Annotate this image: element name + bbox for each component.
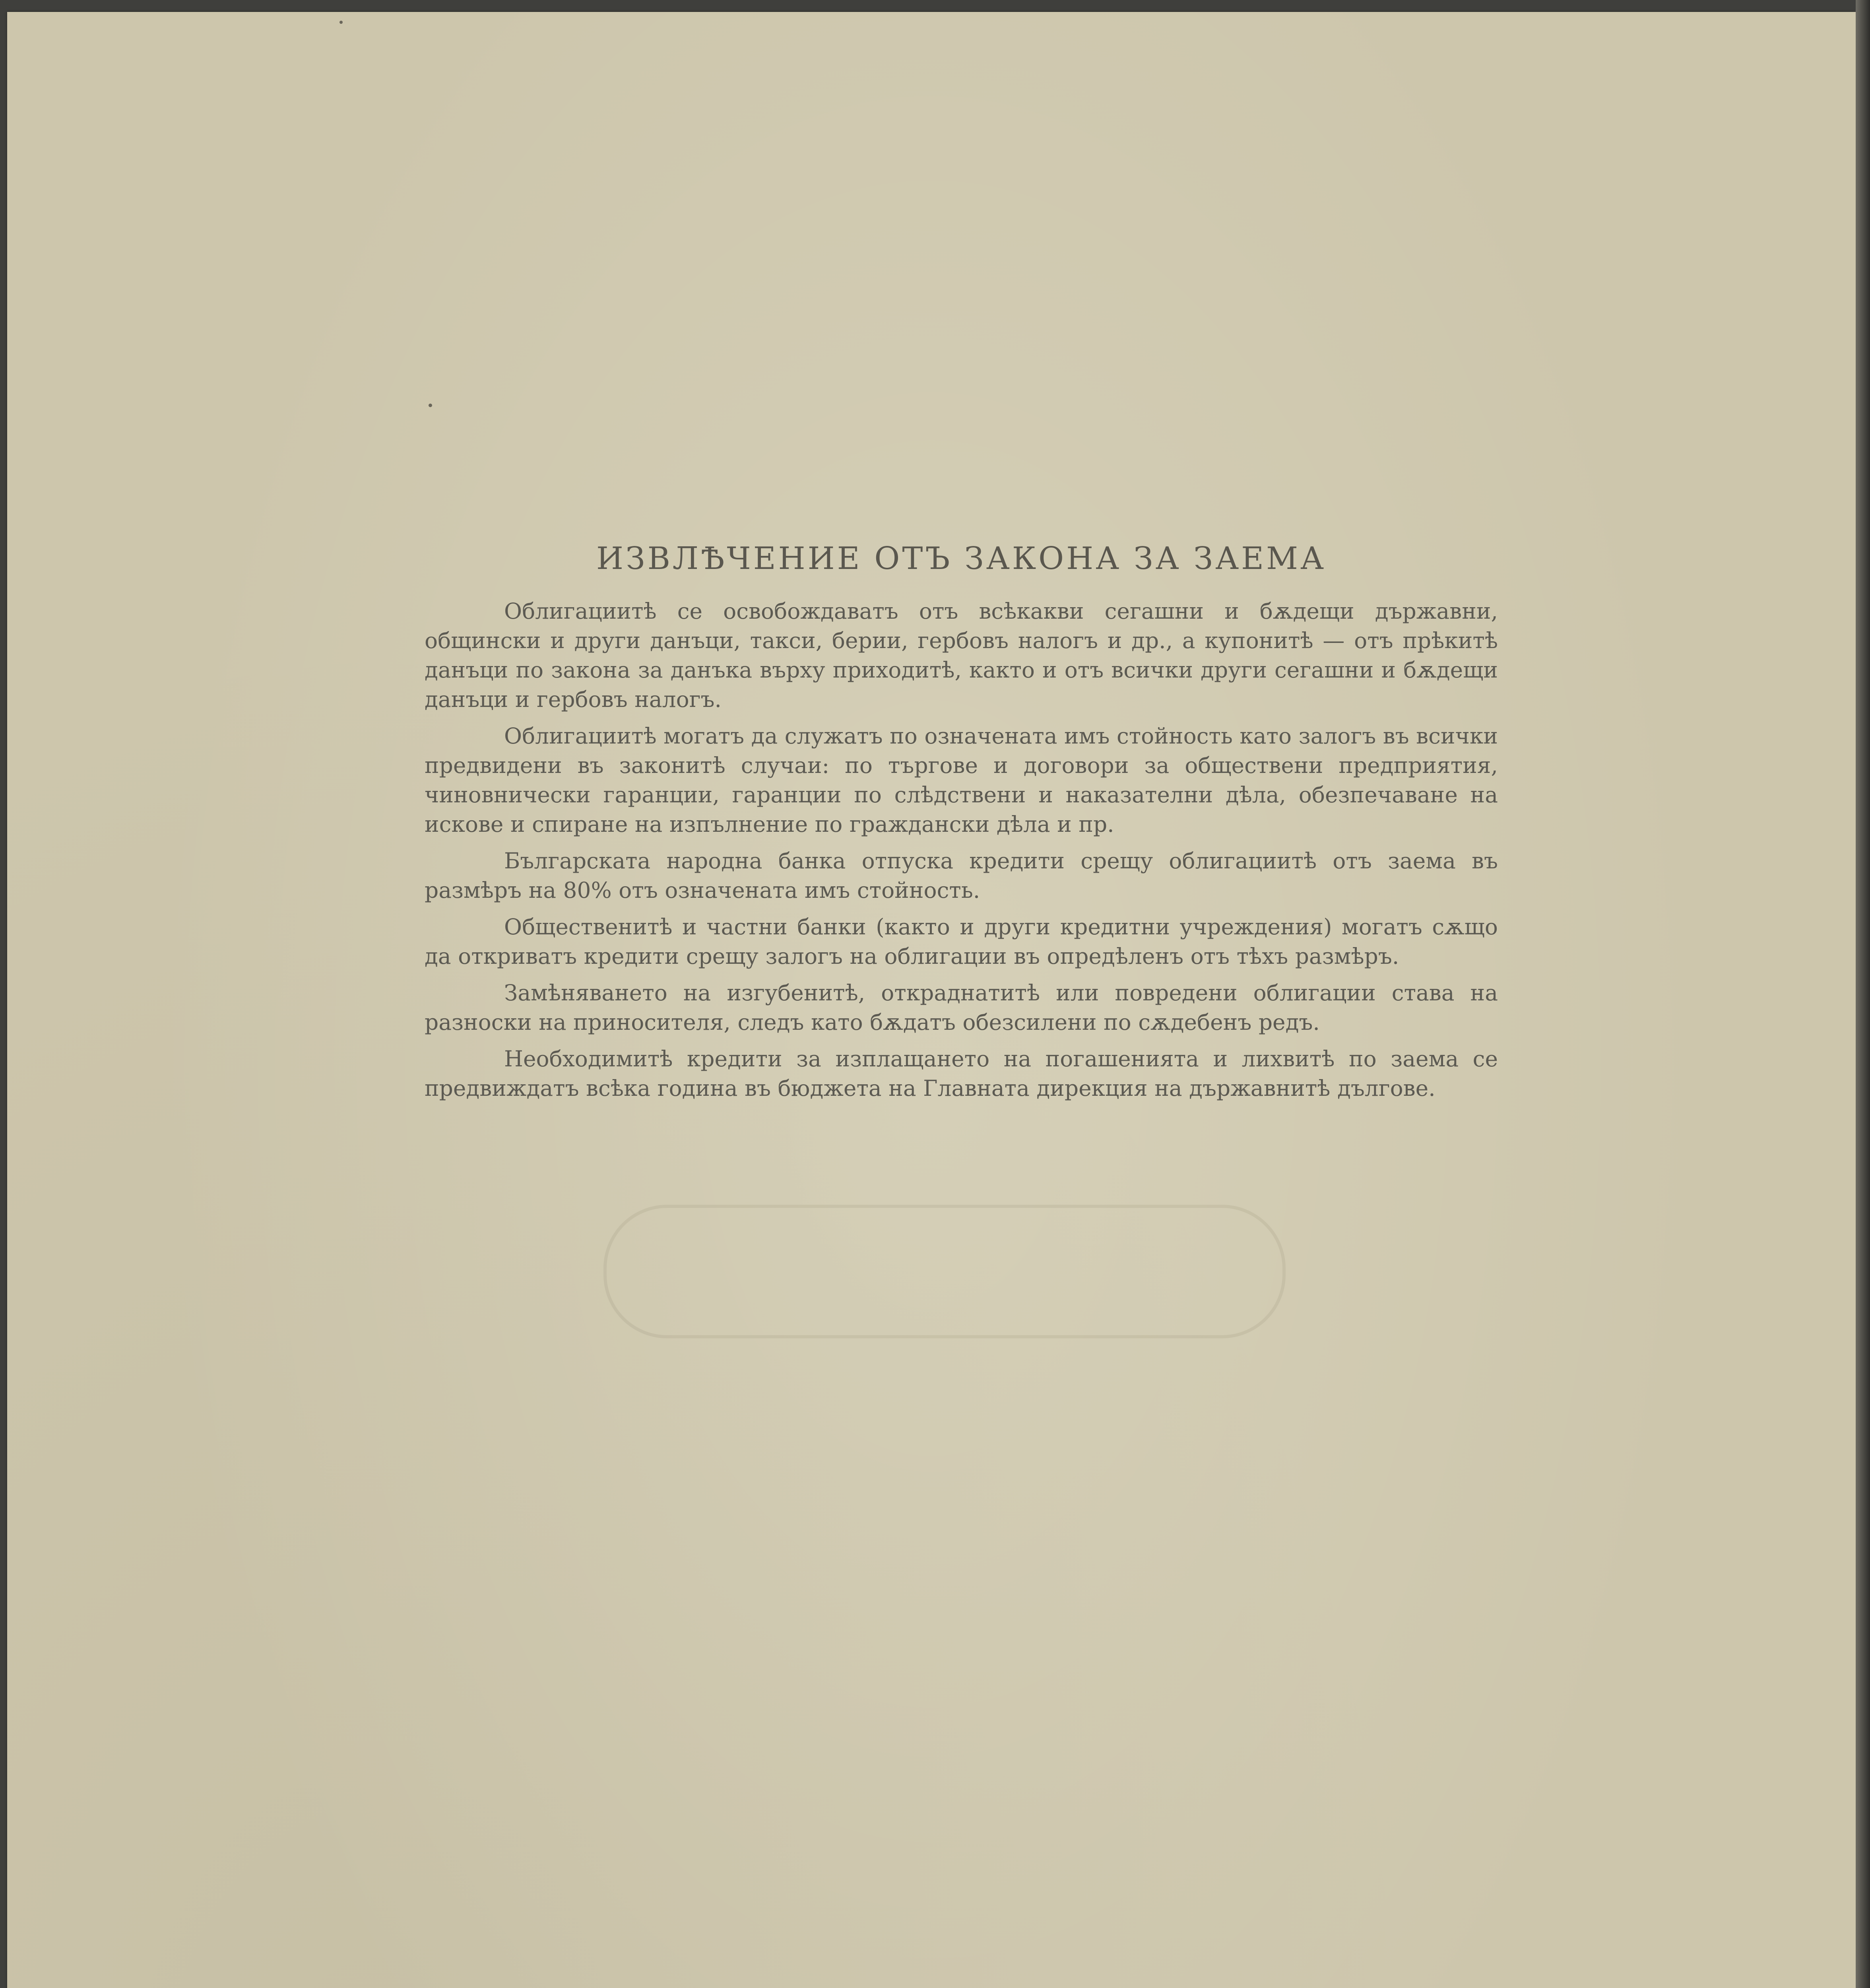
paragraph-replacement: Замѣняването на изгубенитѣ, откраднатитѣ или повредени облигации става на разноски на приносителя, следъ като бѫдатъ обезсилени по сѫдебенъ редъ. [425, 980, 1498, 1035]
bleed-through-frame [603, 1205, 1286, 1338]
document-title: ИЗВЛѢЧЕНИЕ ОТЪ ЗАКОНА ЗА ЗАЕМА [596, 541, 1327, 577]
scan-right-edge [1856, 0, 1870, 1988]
paper-speck [339, 21, 343, 24]
paragraph-collateral: Облигациитѣ могатъ да служатъ по означената имъ стойность като залогъ въ всички предвидени въ законитѣ случаи: по търгове и договори за обществени предприятия, чиновнически гаранции, гаранции по слѣдствени и наказателни дѣла, обезпечаване на искове и спиране на изпълнение по граждански дѣла и пр. [425, 723, 1498, 837]
paragraph-tax-exemption: Облигациитѣ се освобождаватъ отъ всѣкакви сегашни и бѫдещи държавни, общински и други данъци, такси, берии, гербовъ налогъ и др., а купонитѣ — отъ прѣкитѣ данъци по закона за данъка върху приходитѣ, както и отъ всички други сегашни и бѫдещи данъци и гербовъ налогъ. [425, 598, 1498, 712]
paragraph-national-bank-credit: Българската народна банка отпуска кредити срещу облигациитѣ отъ заема въ размѣръ на 80% отъ означената имъ стойность. [425, 848, 1498, 903]
paragraph-budget: Необходимитѣ кредити за изплащането на погашенията и лихвитѣ по заема се предвиждатъ всѣка година въ бюджета на Главната дирекция на държавнитѣ дългове. [425, 1046, 1498, 1101]
paper-speck [429, 404, 432, 407]
law-extract [425, 541, 1498, 1110]
paragraph-private-banks: Общественитѣ и частни банки (както и други кредитни учреждения) могатъ сѫщо да откриватъ кредити срещу залогъ на облигации въ опредѣленъ отъ тѣхъ размѣръ. [425, 914, 1498, 969]
paper-sheet [7, 12, 1856, 1988]
